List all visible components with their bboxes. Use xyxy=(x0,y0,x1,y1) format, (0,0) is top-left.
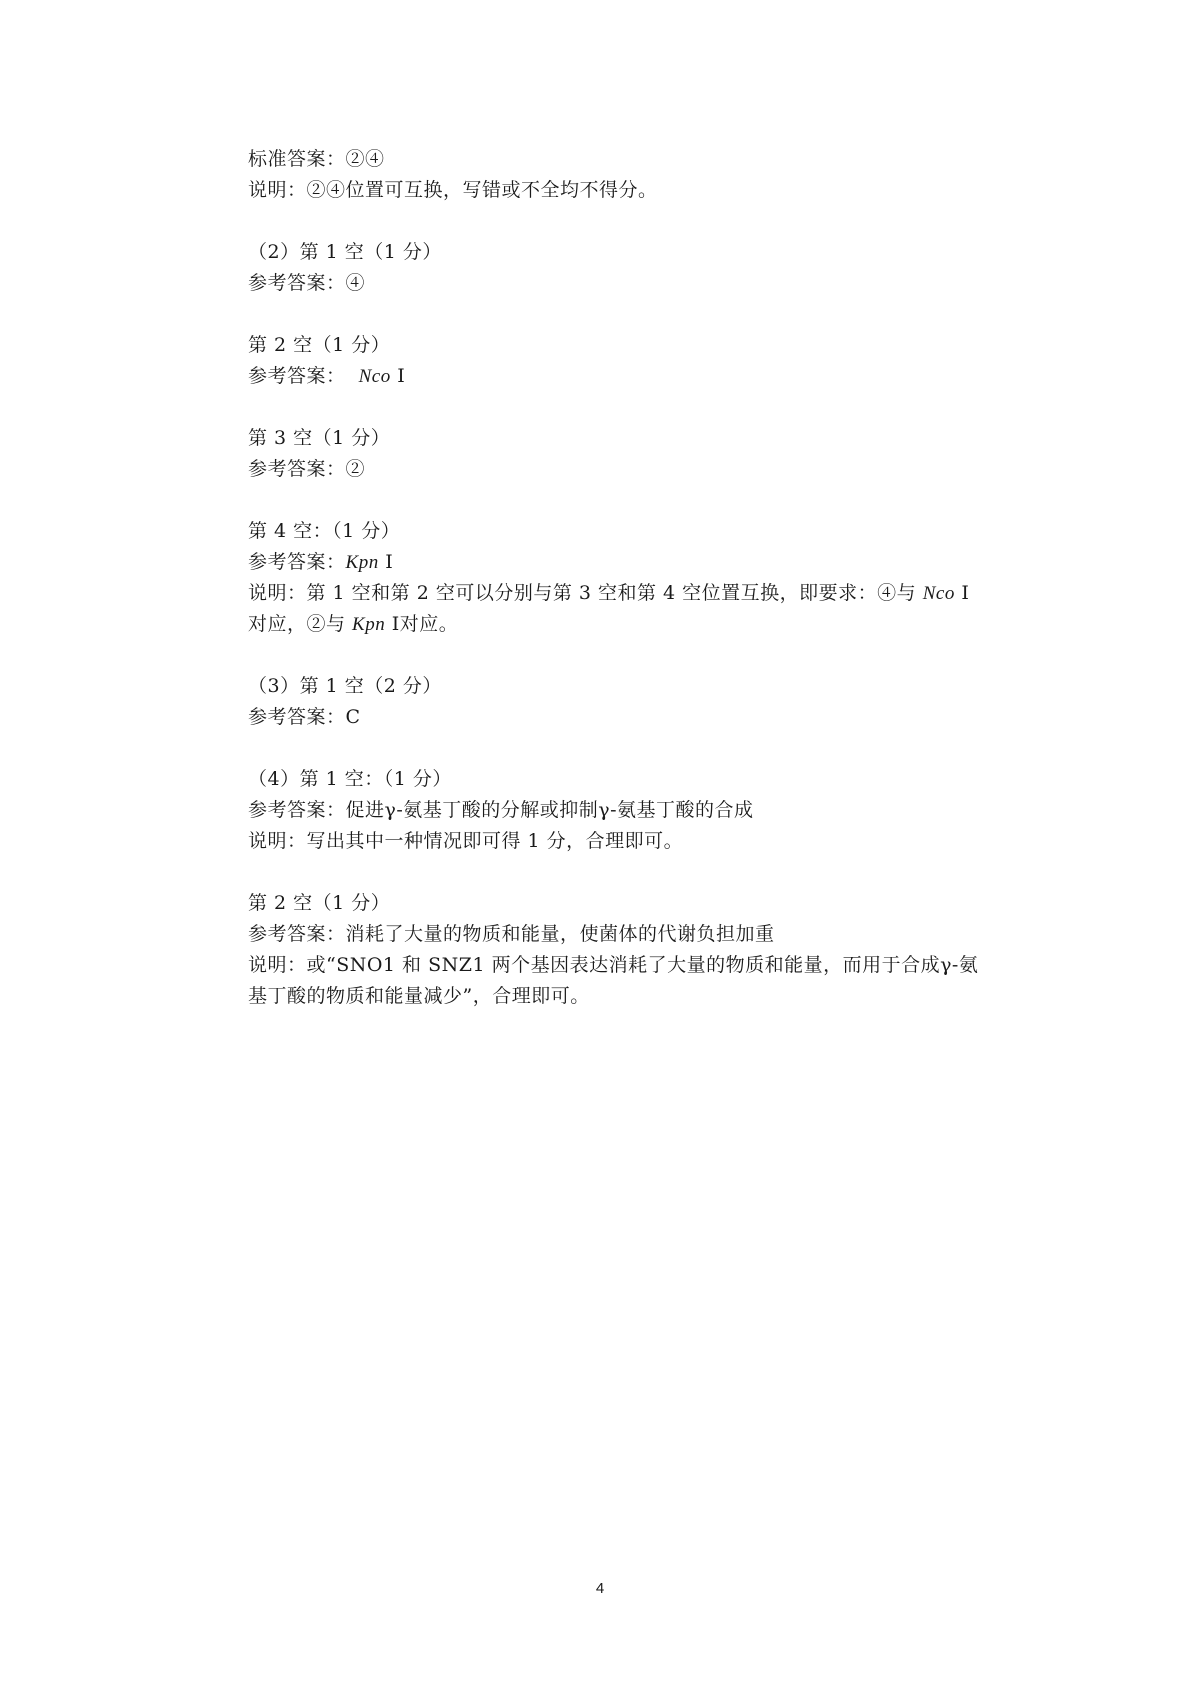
reference-answer xyxy=(248,547,1038,578)
spacer xyxy=(248,733,1038,764)
spacer xyxy=(248,640,1038,671)
enzyme-numeral: Ⅰ xyxy=(378,551,394,573)
enzyme-numeral: Ⅰ xyxy=(954,582,970,604)
blank-heading: 第 3 空（1 分） xyxy=(248,427,391,449)
enzyme-name: Nco xyxy=(358,366,391,387)
note-text: Ⅰ对应。 xyxy=(385,613,459,635)
answer-note: 说明：或“SNO1 和 SNZ1 两个基因表达消耗了大量的物质和能量，而用于合成γ-氨 xyxy=(248,954,979,976)
blank-heading: （4）第 1 空：（1 分） xyxy=(248,768,452,790)
reference-answer: 参考答案：④ xyxy=(248,272,366,294)
blank-heading: 第 2 空（1 分） xyxy=(248,334,391,356)
reference-answer: 参考答案：消耗了大量的物质和能量，使菌体的代谢负担加重 xyxy=(248,923,775,945)
note-text: 对应，②与 xyxy=(248,613,353,635)
enzyme-name: Kpn xyxy=(345,552,379,573)
blank-heading: （3）第 1 空（2 分） xyxy=(248,675,442,697)
enzyme-numeral: Ⅰ xyxy=(390,365,406,387)
note-text: 说明：第 1 空和第 2 空可以分别与第 3 空和第 4 空位置互换，即要求：④与 xyxy=(248,582,923,604)
blank-heading: 第 4 空：（1 分） xyxy=(248,520,401,542)
answer-note: 说明：写出其中一种情况即可得 1 分，合理即可。 xyxy=(248,830,684,852)
blank-heading: （2）第 1 空（1 分） xyxy=(248,241,442,263)
reference-answer: 参考答案：C xyxy=(248,706,361,728)
reference-answer: 参考答案：促进γ-氨基丁酸的分解或抑制γ-氨基丁酸的合成 xyxy=(248,799,754,821)
spacer xyxy=(248,857,1038,888)
answer-note-continued xyxy=(248,609,1038,640)
enzyme-name: Kpn xyxy=(352,614,386,635)
answer-note-continued: 基丁酸的物质和能量减少”，合理即可。 xyxy=(248,985,590,1007)
reference-answer: 参考答案：② xyxy=(248,458,366,480)
enzyme-name: Nco xyxy=(922,583,955,604)
answer-prefix: 参考答案： xyxy=(248,365,346,387)
answer-prefix: 参考答案： xyxy=(248,551,346,573)
spacer xyxy=(248,485,1038,516)
answer-key-content xyxy=(248,144,1038,1012)
reference-answer xyxy=(248,361,1038,392)
answer-note: 说明：②④位置可互换，写错或不全均不得分。 xyxy=(248,179,658,201)
spacer xyxy=(248,299,1038,330)
page-number: 4 xyxy=(595,1580,605,1597)
blank-heading: 第 2 空（1 分） xyxy=(248,892,391,914)
answer-note xyxy=(248,578,1038,609)
standard-answer: 标准答案：②④ xyxy=(248,148,385,170)
spacer xyxy=(248,392,1038,423)
spacer xyxy=(248,206,1038,237)
